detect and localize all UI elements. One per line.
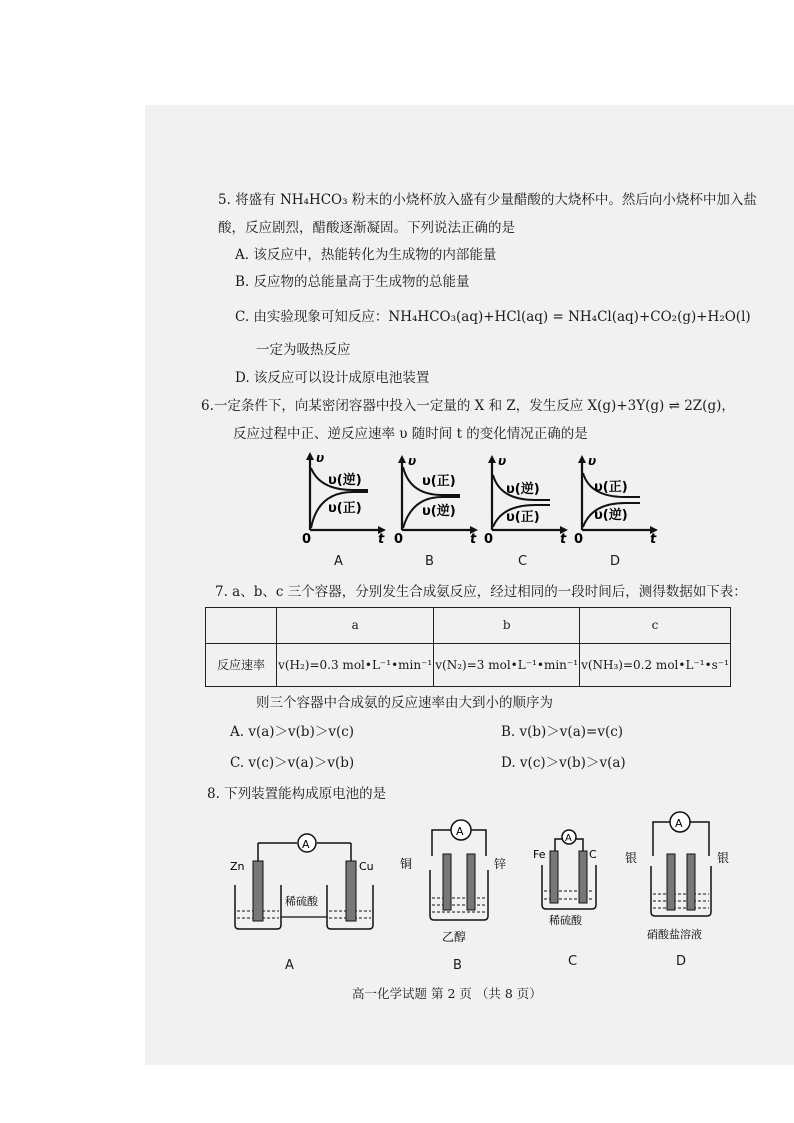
table-header-a: a xyxy=(277,608,434,644)
apparatus-d-letter: D xyxy=(676,954,687,969)
apparatus-b-letter: B xyxy=(453,958,462,973)
q5-option-a: A. 该反应中，热能转化为生成物的内部能量 xyxy=(235,247,497,263)
electrode-a-right: Cu xyxy=(359,860,374,873)
table-header-row xyxy=(206,608,731,644)
graph-a-lower-label: υ(正) xyxy=(328,501,362,516)
solution-a-label: 稀硫酸 xyxy=(285,895,318,908)
table-header-b: b xyxy=(434,608,580,644)
apparatus-d xyxy=(625,806,745,946)
apparatus-c xyxy=(530,825,620,935)
graph-c-origin: 0 xyxy=(484,532,494,547)
rate-graph-b xyxy=(390,455,482,547)
graph-d-x-label: t xyxy=(650,532,657,547)
graph-b-letter: B xyxy=(425,554,434,569)
q7-option-c: C. v(c)＞v(a)＞v(b) xyxy=(230,755,355,771)
q5-option-c-line2: 一定为吸热反应 xyxy=(256,342,351,358)
q8-stem: 8. 下列装置能构成原电池的是 xyxy=(207,786,387,802)
ammeter-c-label: A xyxy=(565,833,572,844)
electrode-b-right: 锌 xyxy=(494,857,507,871)
solution-b-label: 乙醇 xyxy=(442,930,467,944)
page-footer: 高一化学试题 第 2 页 （共 8 页） xyxy=(352,986,542,1001)
q7-option-d: D. v(c)＞v(b)＞v(a) xyxy=(501,755,626,771)
q7-question: 则三个容器中合成氨的反应速率由大到小的顺序为 xyxy=(256,695,553,711)
q7-option-b: B. v(b)＞v(a)=v(c) xyxy=(501,724,624,740)
electrode-d-right: 银 xyxy=(717,851,730,865)
table-row xyxy=(206,643,731,686)
table-header-c: c xyxy=(580,608,731,644)
q7-stem: 7. a、b、c 三个容器，分别发生合成氨反应，经过相同的一段时间后，测得数据如下表： xyxy=(215,584,747,600)
graph-a-letter: A xyxy=(334,554,343,569)
q6-stem-line1: 6.一定条件下，向某密闭容器中投入一定量的 X 和 Z，发生反应 X(g)+3Y(g) ⇌ 2Z(g)， xyxy=(201,398,735,414)
table-cell-b: v(N₂)=3 mol•L⁻¹•min⁻¹ xyxy=(434,643,580,686)
solution-d-label: 硝酸盐溶液 xyxy=(647,928,702,941)
graph-b-x-label: t xyxy=(470,532,477,547)
rate-graph-c xyxy=(480,455,572,547)
apparatus-a-letter: A xyxy=(285,958,294,973)
graph-d-letter: D xyxy=(610,554,621,569)
graph-c-x-label: t xyxy=(560,532,567,547)
electrode-c-right: C xyxy=(589,848,597,861)
rate-graph-a xyxy=(298,452,390,544)
graph-a-x-label: t xyxy=(378,532,385,544)
q5-option-d: D. 该反应可以设计成原电池装置 xyxy=(235,370,430,386)
table-cell-c: v(NH₃)=0.2 mol•L⁻¹•s⁻¹ xyxy=(580,643,731,686)
solution-c-label: 稀硫酸 xyxy=(549,914,582,927)
q5-option-c-line1: C. 由实验现象可知反应：NH₄HCO₃(aq)+HCl(aq) = NH₄Cl(aq)+CO₂(g)+H₂O(l) xyxy=(235,309,751,325)
graph-c-upper-label: υ(逆) xyxy=(506,482,540,497)
graph-b-origin: 0 xyxy=(394,532,404,547)
electrode-a-left: Zn xyxy=(230,860,245,873)
rate-table xyxy=(205,607,731,687)
q6-stem-line2: 反应过程中正、逆反应速率 υ 随时间 t 的变化情况正确的是 xyxy=(233,426,588,442)
apparatus-b xyxy=(400,808,515,948)
graph-c-letter: C xyxy=(518,554,528,569)
q7-option-a: A. v(a)＞v(b)＞v(c) xyxy=(230,724,355,740)
table-corner-cell xyxy=(206,608,277,644)
q5-stem-line1: 5. 将盛有 NH₄HCO₃ 粉末的小烧杯放入盛有少量醋酸的大烧杯中。然后向小烧杯中加入盐 xyxy=(218,192,757,208)
graph-d-upper-label: υ(正) xyxy=(594,480,628,495)
graph-b-y-label: υ xyxy=(408,455,417,468)
table-cell-a: v(H₂)=0.3 mol•L⁻¹•min⁻¹ xyxy=(277,643,434,686)
ammeter-d-label: A xyxy=(675,817,683,830)
graph-a-upper-label: υ(逆) xyxy=(328,473,362,488)
electrode-d-left: 银 xyxy=(625,851,638,865)
graph-d-origin: 0 xyxy=(574,532,584,547)
electrode-c-left: Fe xyxy=(533,848,546,861)
graph-c-lower-label: υ(正) xyxy=(506,510,540,525)
graph-b-upper-label: υ(正) xyxy=(422,474,456,489)
table-row-label: 反应速率 xyxy=(206,643,277,686)
ammeter-a-label: A xyxy=(302,838,310,851)
graph-c-y-label: υ xyxy=(498,455,507,468)
electrode-b-left: 铜 xyxy=(400,857,413,871)
ammeter-b-label: A xyxy=(456,825,464,838)
q5-option-b: B. 反应物的总能量高于生成物的总能量 xyxy=(235,274,470,290)
apparatus-c-letter: C xyxy=(568,954,578,969)
graph-d-lower-label: υ(逆) xyxy=(594,508,628,523)
graph-a-origin: 0 xyxy=(302,532,312,544)
graph-b-lower-label: υ(逆) xyxy=(422,504,456,519)
graph-a-y-label: υ xyxy=(316,452,325,465)
graph-d-y-label: υ xyxy=(588,455,597,468)
q5-stem-line2: 酸，反应剧烈，醋酸逐渐凝固。下列说法正确的是 xyxy=(218,220,515,236)
rate-graph-d xyxy=(570,455,662,547)
apparatus-a xyxy=(225,825,375,955)
